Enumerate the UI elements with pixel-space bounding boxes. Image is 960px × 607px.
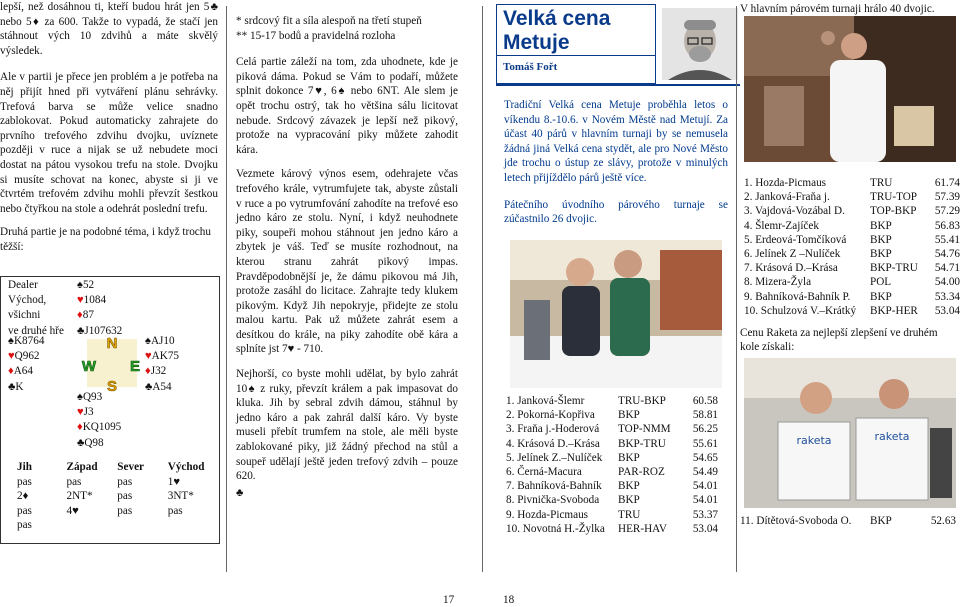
- bid-row: pas 4♥ pas pas: [17, 504, 183, 517]
- club: PAR-ROZ: [618, 466, 665, 479]
- result-row: [506, 422, 718, 436]
- paragraph: Ale v partii je přece jen problém a je potřeba na něj přijít hned při vytváření plánu sehrávky. Trefová barva se může velice snadno zablokovat. Pokud automaticky zahrajete do prvního trefového zdvihu dvojku, uvíznete později v ruce a nijak se už nebudete moci dostat na pátou vysokou trefu na stole. Dvojku si musíte schovat na konec, abyste si ji ve čtvrtém trefovém zdvihu mohli převzít šestkou nebo čtyřkou na stole a odehrát poslední trefu.: [0, 71, 218, 215]
- score: 54.49: [692, 466, 718, 479]
- page-number-left: 17: [443, 594, 455, 606]
- pair-name: 9. Hozda-Picmaus: [506, 508, 589, 521]
- bid-row: pas: [17, 519, 32, 531]
- club: BKP: [618, 480, 640, 493]
- bid-header: Jih: [17, 461, 32, 473]
- svg-text:E: E: [129, 358, 141, 375]
- pair-name: 5. Jelínek Z.–Nulíček: [506, 451, 603, 464]
- result-row: [506, 394, 718, 408]
- score: 54.01: [692, 494, 718, 507]
- result-row: [506, 408, 718, 422]
- result-row: [744, 304, 960, 318]
- bidding-table: [17, 460, 219, 533]
- pair-name: 4. Šlemr-Zajíček: [744, 219, 819, 232]
- end-mark-icon: ♣: [236, 486, 244, 499]
- club: TOP-NMM: [618, 423, 671, 436]
- pair-name: 10. Schulzová V.–Krátký: [744, 304, 857, 317]
- result-row: [744, 247, 960, 261]
- pair-name: 5. Erdeová-Tomčíková: [744, 233, 847, 246]
- friday-results-table: [506, 394, 718, 536]
- result-row: [744, 261, 960, 275]
- pair-name: 2. Pokorná-Kopřiva: [506, 409, 595, 422]
- paragraph: Pátečního úvodního párového turnaje se zúčastnilo 26 dvojic.: [504, 198, 728, 226]
- column-divider: [736, 6, 737, 572]
- bid-row: 2♦ 2NT* pas 3NT*: [17, 490, 194, 502]
- players-photo: [510, 240, 722, 388]
- west-hand: ♠ K8764 ♥ Q962 ♦ A64 ♣ K: [8, 334, 44, 395]
- club: BKP: [870, 248, 892, 261]
- pair-name: 1. Hozda-Picmaus: [744, 177, 827, 189]
- result-row: [744, 275, 960, 289]
- pair-name: 7. Bahníková-Bahník: [506, 480, 602, 493]
- score: 53.04: [934, 304, 960, 317]
- raketa-photo: [744, 358, 956, 508]
- main-tournament-heading: V hlavním párovém turnaji hrálo 40 dvojic.: [740, 3, 935, 15]
- score: 53.37: [692, 508, 718, 521]
- score: 54.01: [692, 480, 718, 493]
- main-results-table: [744, 176, 960, 318]
- svg-text:raketa: raketa: [796, 434, 832, 447]
- club: BKP: [870, 290, 892, 303]
- pair-name: 3. Vajdová-Vozábal D.: [744, 205, 845, 218]
- result-row: [744, 176, 960, 190]
- svg-text:N: N: [106, 335, 118, 352]
- pair-name: 7. Krásová D.–Krása: [744, 262, 838, 275]
- result-row: [506, 508, 718, 522]
- svg-text:raketa: raketa: [874, 430, 910, 443]
- pair-name: 8. Mizera-Žyla: [744, 276, 812, 289]
- paragraph: Druhá partie je na podobné téma, i když trochu těžší:: [0, 226, 211, 253]
- paragraph: Nejhorší, co byste mohli udělat, by bylo zahrát 10♠ z ruky, převzít králem a pak impasovat do kluka. Jih by sebral zdvih dámou, stáhnul by jedno káro a pak zahrál další káro. Vy byste museli přebít trumfem na stole, ale měli byste zablokované piky, již žádný přechod na stůl a soupeř udělají ještě jeden trefový zdvih – pouze 620.: [236, 368, 458, 483]
- club: TRU: [870, 177, 893, 189]
- header-rule: [496, 84, 740, 86]
- svg-text:S: S: [106, 378, 118, 393]
- score: 55.61: [692, 437, 718, 450]
- page-number-right: 18: [503, 594, 515, 606]
- footnote: * srdcový fit a síla alespoň na třetí stupeň: [236, 15, 422, 27]
- score: 56.83: [934, 219, 960, 232]
- result-row: [506, 451, 718, 465]
- score: 55.41: [934, 233, 960, 246]
- result-row: [506, 479, 718, 493]
- score: 56.25: [692, 423, 718, 436]
- winner-photo: [744, 16, 956, 162]
- left-column: [0, 0, 218, 264]
- paragraph: Vezmete kárový výnos esem, odehrajete včas trefového krále, vytrumfujete tak, abyste zůstali v ruce a po vytrumfování zahodíte na trefové eso jedno káro ze stolu. Nyní, i když neuhodnete piky, soupeři mohou stáhnout jen jedno káro a zbytek je váš. Teď se musíte rozhodnout, na kterou stranu zahrát pikový impas. Pravděpodobnější je, že dámu pikovou má Jih, protože zasáhl do licitace. Zahrajte tedy klukem pikovým. Když Jih nepokryje, přidejte ze stolu malou kartu. Pak už můžete zahrát esem a desítkou do krále, na piky zahodíte obě kára a splníte jst 7♥ - 710.: [236, 168, 458, 356]
- score: 57.29: [934, 205, 960, 218]
- result-row: [506, 465, 718, 479]
- result-row: [744, 233, 960, 247]
- bid-header: Západ: [66, 461, 98, 473]
- result-row: [744, 290, 960, 304]
- footnote: ** 15-17 bodů a pravidelná rozloha: [236, 29, 396, 42]
- score: 60.58: [692, 395, 718, 407]
- result-row: [506, 493, 718, 507]
- club: TOP-BKP: [870, 205, 917, 218]
- paragraph: lepší, než dosáhnou ti, kteří budou hrát jen 5♣ nebo 5♦ za 600. Takže to vypadá, že stačí jen stáhnout vých 10 zdvihů a máte skvělý výsledek.: [0, 1, 218, 57]
- pair-name: 2. Janková-Fraňa j.: [744, 191, 830, 204]
- bid-header: Východ: [167, 461, 205, 473]
- pair-name: 9. Bahníková-Bahník P.: [744, 290, 851, 303]
- club: BKP-HER: [870, 304, 918, 317]
- club: TRU: [618, 508, 641, 521]
- pair-name: 4. Krásová D.–Krása: [506, 437, 600, 450]
- club: BKP: [618, 451, 640, 464]
- pair-name: 6. Černá-Macura: [506, 466, 582, 479]
- club: TRU-TOP: [870, 191, 918, 204]
- north-hand: ♠ 52 ♥ 1084 ♦ 87 ♣ J107632: [77, 278, 122, 339]
- score: 54.65: [692, 451, 718, 464]
- result-row: [506, 437, 718, 451]
- result-row: [744, 219, 960, 233]
- raketa-caption: Cenu Raketa za nejlepší zlepšení ve druhém kole získali:: [740, 327, 938, 354]
- paragraph: Tradiční Velká cena Metuje proběhla letos o víkendu 8.-10.6. v Novém Městě nad Metují. Za účast 40 párů v hlavním turnaji by se nemusela žádná jiná Velká cena stydět, ale pro Nové Město jde trochu o ústup ze slávy, protože v minulých letech přijíždělo párů ještě více.: [504, 99, 728, 184]
- club: BKP: [870, 233, 892, 246]
- pair-name: 1. Janková-Šlemr: [506, 395, 585, 407]
- article-title: Velká cena Metuje: [496, 4, 656, 56]
- score: 61.74: [934, 177, 960, 189]
- club: BKP: [618, 494, 640, 507]
- column-divider: [482, 6, 483, 572]
- score: 54.76: [934, 248, 960, 261]
- club: BKP-TRU: [870, 262, 918, 275]
- paragraph: Celá partie záleží na tom, zda uhodnete, kde je piková dáma. Pokud se Vám to podaří, můžete splnit dokonce 7♥, 6♠ nebo 6NT. Ale slem je opět trochu ostrý, tak ho většina sálu licitovat nebude. Srdcový závazek je lepší než pikový, protože na vypracování piky můžete zahodit kára.: [236, 56, 458, 156]
- score: 57.39: [934, 191, 960, 204]
- club: BKP: [870, 219, 892, 232]
- score: 58.81: [692, 409, 718, 422]
- right-text-column: [504, 98, 728, 236]
- column-divider: [226, 6, 227, 572]
- pair-name: 10. Novotná H.-Žylka: [506, 522, 605, 535]
- east-hand: ♠ AJ10 ♥ AK75 ♦ J32 ♣ A54: [145, 334, 179, 395]
- deal-info: Dealer Východ, všichni ve druhé hře: [8, 279, 64, 337]
- score: 54.71: [934, 262, 960, 275]
- svg-text:W: W: [81, 358, 97, 375]
- middle-column: [236, 14, 458, 500]
- raketa-result: 11. Dítětová-Svoboda O. BKP 52.63: [740, 515, 956, 527]
- result-row: [744, 190, 960, 204]
- score: 53.34: [934, 290, 960, 303]
- bid-row: pas pas pas 1♥: [17, 475, 180, 488]
- pair-name: 6. Jelínek Z –Nulíček: [744, 248, 841, 261]
- club: POL: [870, 276, 892, 289]
- club: BKP-TRU: [618, 437, 666, 450]
- author-photo: [662, 8, 738, 80]
- pair-name: 8. Pivnička-Svoboda: [506, 494, 600, 507]
- south-hand: ♠ Q93 ♥ J3 ♦ KQ1095 ♣ Q98: [77, 390, 121, 451]
- score: 54.00: [934, 276, 960, 289]
- result-row: [744, 204, 960, 218]
- club: TRU-BKP: [618, 395, 666, 407]
- compass-icon: [81, 333, 143, 393]
- bridge-deal-diagram: [0, 276, 220, 544]
- pair-name: 3. Fraňa j.-Hoderová: [506, 423, 600, 436]
- bid-header: Sever: [117, 461, 145, 473]
- score: 53.04: [692, 522, 718, 535]
- club: BKP: [618, 409, 640, 422]
- result-row: [506, 522, 718, 536]
- article-author: Tomáš Fořt: [496, 56, 656, 84]
- club: HER-HAV: [618, 522, 667, 535]
